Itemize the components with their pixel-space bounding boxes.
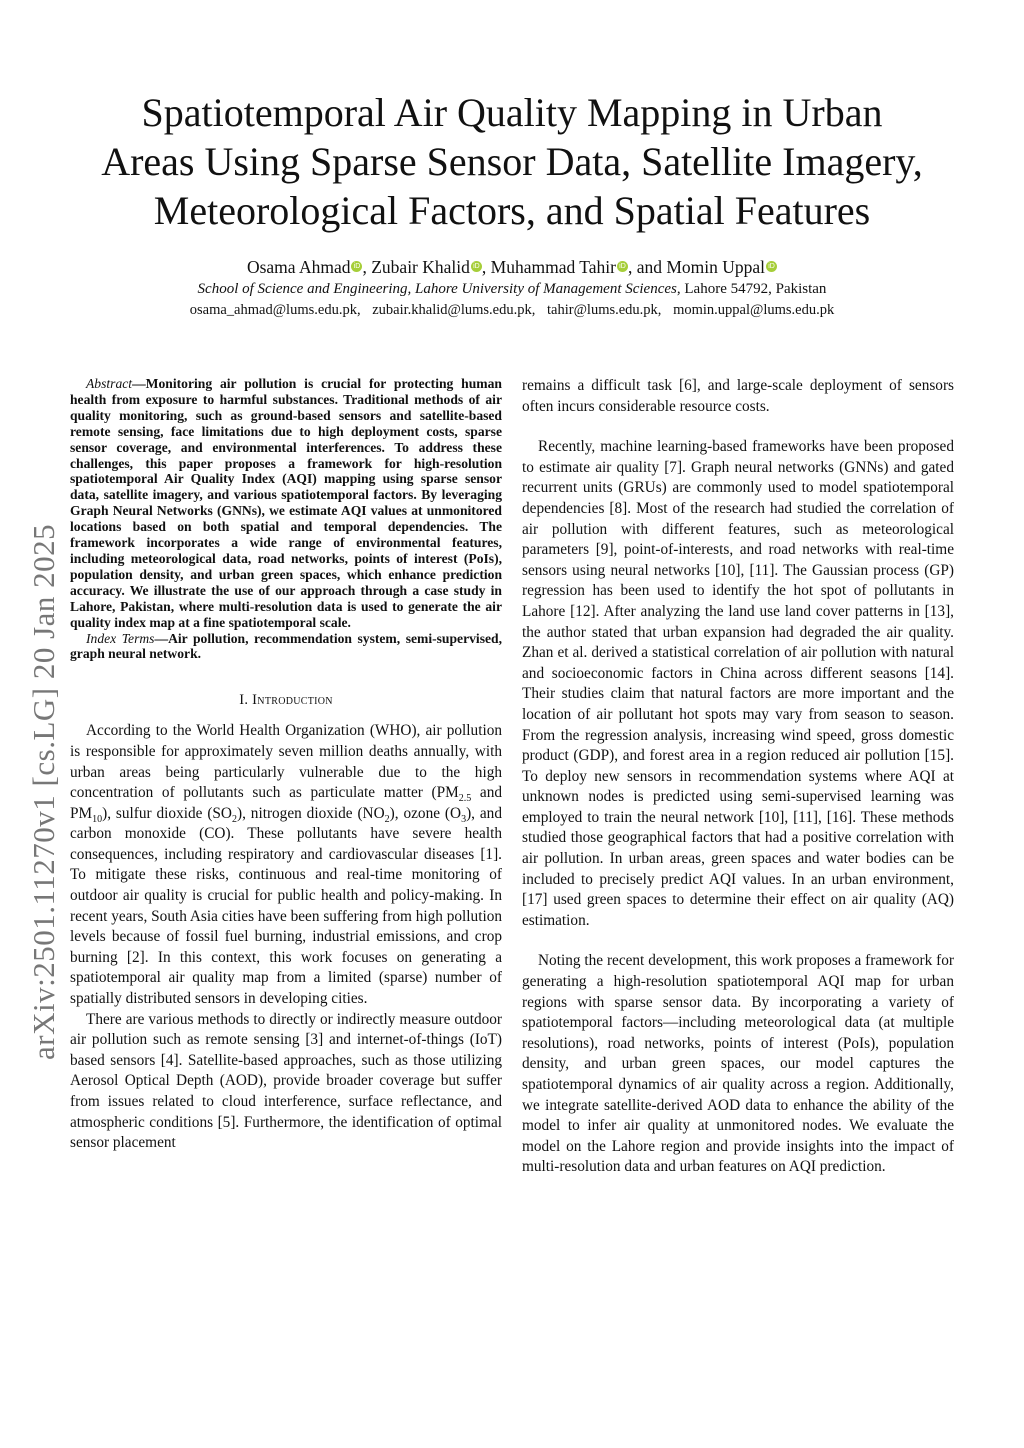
affiliation-institution: School of Science and Engineering, Lahore University of Management Sciences	[197, 281, 677, 297]
affiliation	[40, 280, 984, 299]
abstract	[70, 376, 502, 631]
title-line-2: Areas Using Sparse Sensor Data, Satellite Imagery,	[101, 139, 923, 184]
left-column	[70, 376, 502, 1154]
email-link[interactable]: zubair.khalid@lums.edu.pk,	[372, 302, 536, 318]
section-heading-introduction: I. Introduction	[239, 692, 333, 709]
author-name: Momin Uppal	[666, 257, 766, 277]
index-terms-text: —Air pollution, recommendation system, semi-supervised, graph neural network.	[70, 630, 502, 662]
subscript: 2.5	[458, 793, 472, 805]
orcid-icon[interactable]: iD	[471, 261, 482, 272]
author-emails	[40, 301, 984, 320]
orcid-icon[interactable]: iD	[617, 261, 628, 272]
author-separator: ,	[481, 257, 491, 277]
subscript: 10	[92, 813, 103, 825]
email-link[interactable]: osama_ahmad@lums.edu.pk,	[189, 302, 361, 318]
subscript: 2	[231, 813, 237, 825]
paper-title	[40, 88, 984, 235]
email-link[interactable]: tahir@lums.edu.pk,	[547, 302, 662, 318]
orcid-icon[interactable]: iD	[766, 261, 777, 272]
right-column	[522, 376, 954, 1178]
author-name: Zubair Khalid	[371, 257, 470, 277]
index-terms-label: Index Terms	[86, 630, 155, 646]
author-list	[40, 256, 984, 278]
intro-paragraph-4: Noting the recent development, this work proposes a framework for generating a high-resolution spatiotemporal AQI map for urban regions with sparse sensor data. By incorporating a variety of spatiotemporal factors—including meteorological data (at multiple resolutions), road networks, points of interest (PoIs), population density, and urban green spaces, our model captures the spatiotemporal dynamics of air quality across a region. Additionally, we integrate satellite-derived AOD data to enhance the ability of the model to infer air quality at unmonitored nodes. We evaluate the model on the Lahore region and provide insights into the impact of multi-resolution data and urban features on AQI prediction.	[522, 952, 954, 1176]
intro-paragraph-1	[70, 721, 502, 1009]
author-separator: , and	[627, 257, 667, 277]
text-run: and PM	[70, 784, 502, 822]
author-name: Muhammad Tahir	[490, 257, 616, 277]
text-run: ), and carbon monoxide (CO). These pollutants have severe health consequences, including respiratory and cardiovascular diseases [1]. To mitigate these risks, continuous and real-time monitoring of outdoor air quality is crucial for public health and policy-making. In recent years, South Asia cities have been suffering from high pollution levels because of fossil fuel burning, industrial emissions, and crop burning [2]. In this context, this work focuses on generating a spatiotemporal air quality map from a limited (sparse) number of spatially distributed sensors in developing cities.	[70, 804, 502, 1008]
author-name: Osama Ahmad	[246, 257, 351, 277]
text-run: ), sulfur dioxide (SO	[102, 804, 232, 822]
subscript: 3	[461, 813, 467, 825]
text-run: ), nitrogen dioxide (NO	[236, 804, 385, 822]
text-run: ), ozone (O	[389, 804, 462, 822]
index-terms	[70, 631, 502, 663]
arxiv-identifier-stamp[interactable]: arXiv:2501.11270v1 [cs.LG] 20 Jan 2025	[26, 523, 61, 1060]
intro-paragraph-3: Recently, machine learning-based frameworks have been proposed to estimate air quality [7]. Graph neural networks (GNNs) and gated recurrent units (GRUs) are commonly used to model spatiotemporal dependencies [8]. Most of the research had studied the correlation of air pollution with different features, such as meteorological parameters [9], point-of-interests, and road networks with real-time sensors using neural networks [10], [11]. The Gaussian process (GP) regression has been used to identify the hot spot of pollutants in Lahore [12]. After analyzing the land use land cover patterns in [13], the author stated that urban expansion had degraded the air quality. Zhan et al. derived a statistical correlation of air pollution with natural and socioeconomic factors in China across different seasons [14]. Their studies claim that natural factors are more important and the location of air pollutant hot spots may vary from season to season. From the regression analysis, increasing wind speed, gross domestic product (GDP), and forest area in a region reduced air pollution [15]. To deploy new sensors in recommendation systems where AQI at unknown nodes is predicted using semi-supervised learning was employed to train the neural network [10], [11], [16]. These methods studied those geographical factors that had a positive correlation with air pollution. In urban areas, green spaces and water bodies can be included to precisely predict AQI values. In an urban environment, [17] used green spaces to determine their effect on air quality (AQ) estimation.	[522, 438, 954, 929]
intro-paragraph-2-continued: remains a difficult task [6], and large-scale deployment of sensors often incurs considerable resource costs.	[522, 377, 954, 415]
abstract-text: —Monitoring air pollution is crucial for protecting human health from exposure to harmful substances. Traditional methods of air quality monitoring, such as ground-based sensors and satellite-based remote sensing, face limitations due to high deployment costs, sparse sensor coverage, and environmental interferences. To address these challenges, this paper proposes a framework for high-resolution spatiotemporal Air Quality Index (AQI) mapping using sparse sensor data, satellite imagery, and various spatiotemporal factors. By leveraging Graph Neural Networks (GNNs), we estimate AQI values at unmonitored locations based on both spatial and temporal dependencies. The framework incorporates a wide range of environmental features, including meteorological data, road networks, points of interest (PoIs), population density, and urban green spaces, which enhance prediction accuracy. We illustrate the use of our approach through a case study in Lahore, Pakistan, where multi-resolution data is used to generate the air quality index map at a fine spatiotemporal scale.	[70, 376, 502, 630]
email-link[interactable]: momin.uppal@lums.edu.pk	[673, 302, 835, 318]
intro-paragraph-2: There are various methods to directly or indirectly measure outdoor air pollution such as remote sensing [3] and internet-of-things (IoT) based sensors [4]. Satellite-based approaches, such as those utilizing Aerosol Optical Depth (AOD), provide broader coverage but suffer from issues related to cloud interference, surface reflectance, and atmospheric conditions [5]. Furthermore, the identification of optimal sensor placement	[70, 1010, 502, 1152]
abstract-label: Abstract	[86, 376, 133, 391]
affiliation-location: , Lahore 54792, Pakistan	[676, 281, 827, 297]
orcid-icon[interactable]: iD	[351, 261, 362, 272]
title-line-1: Spatiotemporal Air Quality Mapping in Urban	[141, 90, 883, 135]
subscript: 2	[384, 813, 390, 825]
author-separator: ,	[362, 257, 372, 277]
title-line-3: Meteorological Factors, and Spatial Features	[153, 188, 871, 233]
text-run: According to the World Health Organization (WHO), air pollution is responsible for approximately seven million deaths annually, with urban areas being particularly vulnerable due to the high concentration of pollutants such as particulate matter (PM	[70, 722, 502, 802]
